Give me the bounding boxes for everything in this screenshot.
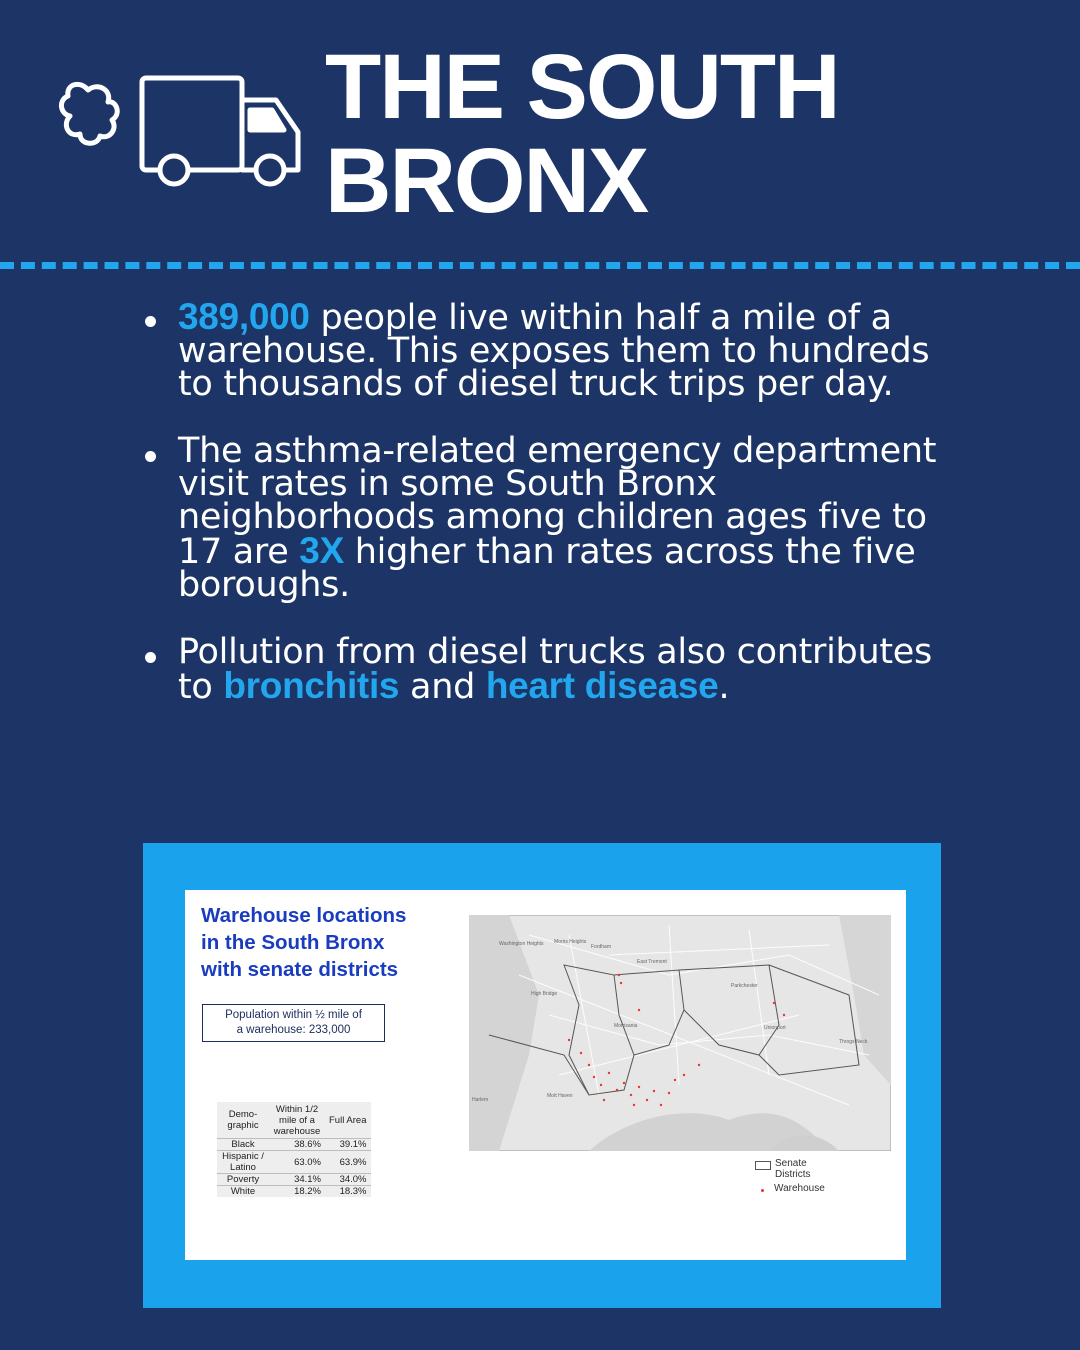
truck-exhaust-icon — [58, 70, 308, 190]
district-swatch — [755, 1161, 771, 1170]
fact-item-residents — [145, 296, 965, 404]
table-cell: 34.0% — [325, 1174, 371, 1186]
population-box — [202, 1004, 385, 1042]
map-label: Fordham — [591, 944, 612, 950]
page-title — [325, 36, 839, 232]
map-label: Unionport — [764, 1025, 786, 1031]
table-cell: 18.3% — [325, 1186, 371, 1198]
population-line-1: Population within ½ mile of — [225, 1009, 362, 1021]
fact-item-asthma — [145, 431, 965, 605]
map-label: Parkchester — [731, 983, 758, 989]
table-cell: Black — [217, 1139, 269, 1151]
table-cell: 39.1% — [325, 1139, 371, 1151]
table-row — [217, 1186, 371, 1198]
table-header: Demo-graphic — [227, 1109, 259, 1131]
table-cell: 38.6% — [269, 1139, 325, 1151]
fact-text-pollution-middle: and — [399, 667, 486, 707]
slide-title — [201, 902, 451, 983]
table-header: Full Area — [329, 1114, 367, 1126]
map-label: Morris Heights — [554, 939, 587, 945]
table-row — [217, 1174, 371, 1186]
map-label: Throgs Neck — [839, 1039, 868, 1045]
table-cell: 63.0% — [269, 1151, 325, 1174]
map-label: Harlem — [472, 1097, 489, 1103]
legend-districts-line-1: Senate — [775, 1158, 807, 1169]
map-label: Mott Haven — [547, 1093, 573, 1099]
title-line-1: THE SOUTH — [325, 36, 839, 138]
highlight-bronchitis: bronchitis — [223, 665, 400, 706]
table-cell: Hispanic / Latino — [217, 1151, 269, 1174]
population-line-2: a warehouse: 233,000 — [236, 1024, 351, 1036]
table-header: Within 1/2 mile of a warehouse — [273, 1103, 321, 1137]
map-label: Morrisania — [614, 1023, 638, 1029]
table-header-row — [217, 1102, 371, 1139]
legend-districts — [755, 1158, 825, 1180]
table-cell: White — [217, 1186, 269, 1198]
fact-item-pollution — [145, 632, 965, 707]
map-legend — [755, 1158, 825, 1197]
title-line-2: BRONX — [325, 130, 648, 232]
map-label: High Bridge — [531, 991, 558, 997]
slide-title-line-3: with senate districts — [201, 958, 399, 981]
table-row — [217, 1151, 371, 1174]
table-cell: 18.2% — [269, 1186, 325, 1198]
demographics-table — [217, 1102, 371, 1197]
highlight-residents: 389,000 — [178, 296, 310, 337]
slide-title-line-2: in the South Bronx — [201, 931, 385, 954]
legend-warehouse-text: Warehouse — [774, 1183, 825, 1194]
slide-frame — [143, 843, 941, 1308]
fact-text-pollution-after: . — [718, 667, 730, 707]
district-map — [469, 915, 891, 1151]
warehouse-slide — [185, 890, 906, 1260]
fact-text-asthma-before: The asthma-related emergency department visit rates in some South Bronx neighborhoods among children ages five to 17 are — [178, 431, 937, 572]
legend-warehouse — [755, 1183, 825, 1194]
fact-text-pollution-before: Pollution from diesel trucks also contributes to — [178, 632, 932, 707]
map-label: Washington Heights — [499, 941, 544, 947]
table-cell: 63.9% — [325, 1151, 371, 1174]
map-label: East Tremont — [637, 959, 667, 965]
highlight-3x: 3X — [299, 530, 344, 571]
fact-text-residents: people live within half a mile of a warehouse. This exposes them to hundreds to thousands of diesel truck trips per day. — [178, 298, 930, 404]
warehouse-dot — [761, 1189, 764, 1192]
header — [0, 0, 1080, 250]
legend-districts-line-2: Districts — [775, 1169, 811, 1180]
table-cell: 34.1% — [269, 1174, 325, 1186]
legend-warehouse-label — [774, 1183, 825, 1194]
slide-title-line-1: Warehouse locations — [201, 904, 407, 927]
table-cell: Poverty — [217, 1174, 269, 1186]
dashed-divider — [0, 262, 1080, 269]
highlight-heart-disease: heart disease — [485, 665, 719, 706]
table-row — [217, 1139, 371, 1151]
fact-list — [145, 296, 965, 738]
legend-districts-label — [775, 1158, 811, 1180]
fact-text-asthma-after: higher than rates across the five boroughs. — [178, 532, 916, 605]
